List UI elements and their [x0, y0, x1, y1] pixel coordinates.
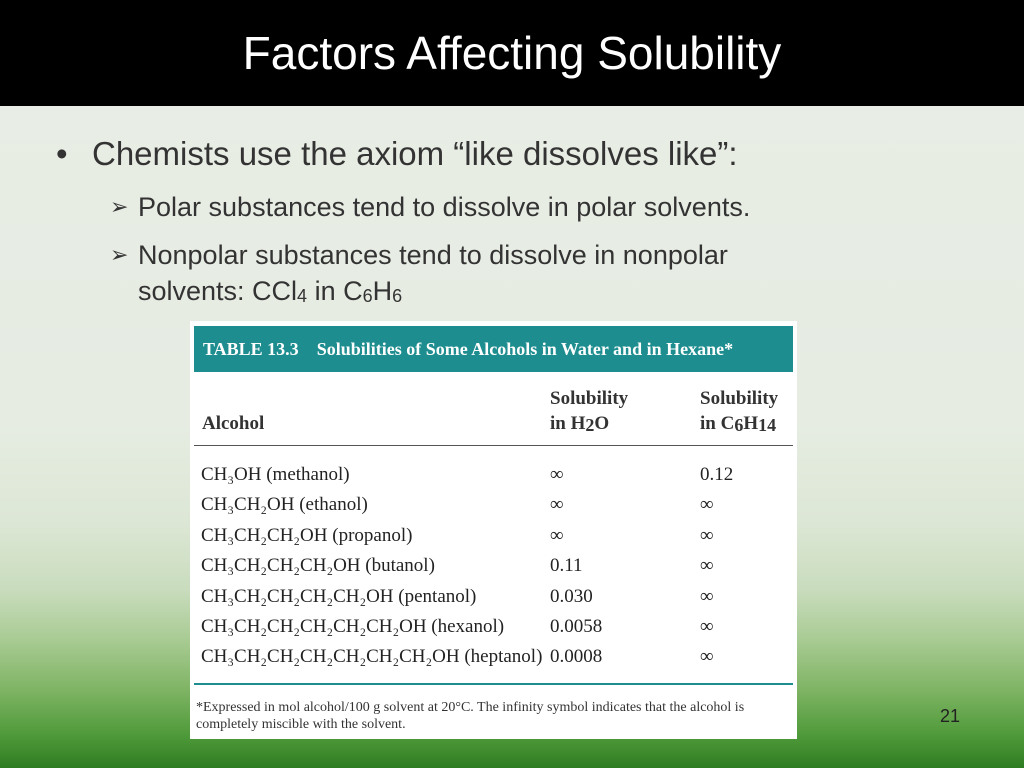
slide-title: Factors Affecting Solubility: [242, 27, 782, 79]
cell-formula: CH₃CH₂CH₂OH (propanol): [201, 525, 413, 546]
arrow-bullet-icon: ➢: [110, 242, 129, 267]
sub-bullet-nonpolar-text: Nonpolar substances tend to dissolve in nonpolar: [138, 240, 728, 270]
cell-hexane: ∞: [700, 616, 714, 637]
cell-formula: CH₃CH₂CH₂CH₂CH₂OH (pentanol): [201, 586, 477, 607]
cell-hexane: ∞: [700, 494, 714, 515]
table-row: [190, 616, 797, 646]
sub-bullet-nonpolar: [110, 238, 910, 311]
table-row: [190, 494, 797, 524]
table-footnote: *Expressed in mol alcohol/100 g solvent at 20°C. The infinity symbol indicates that the alcohol is completely miscible with the solvent.: [196, 700, 745, 732]
table-row: [190, 464, 797, 494]
cell-hexane: ∞: [700, 586, 714, 607]
table-row: [190, 646, 797, 676]
solubility-table-image: [190, 321, 797, 739]
column-header-h2o: Solubility in $H_2O$: [550, 388, 629, 435]
arrow-bullet-icon: ➢: [110, 194, 129, 219]
cell-formula: CH₃CH₂CH₂CH₂CH₂CH₂CH₂OH (heptanol): [201, 646, 543, 667]
main-bullet: [56, 135, 738, 173]
cell-hexane: 0.12: [700, 464, 734, 485]
column-header-alcohol: Alcohol: [202, 413, 265, 434]
sub-bullet-nonpolar-line2: solvents: CCl$_4$ in $C_6H_6$: [138, 276, 403, 306]
sub-bullet-polar-text: Polar substances tend to dissolve in polar solvents.: [138, 192, 751, 222]
cell-hexane: ∞: [700, 555, 714, 576]
cell-h2o: ∞: [550, 494, 564, 515]
cell-formula: CH₃CH₂CH₂CH₂OH (butanol): [201, 555, 435, 576]
table-row: [190, 555, 797, 585]
cell-h2o: 0.0008: [550, 646, 603, 667]
table-label: TABLE 13.3: [203, 338, 299, 359]
cell-hexane: ∞: [700, 525, 714, 546]
cell-hexane: ∞: [700, 646, 714, 667]
table-row: [190, 525, 797, 555]
cell-h2o: 0.11: [550, 555, 583, 576]
table-caption: Solubilities of Some Alcohols in Water and in Hexane*: [316, 338, 734, 359]
cell-h2o: ∞: [550, 525, 564, 546]
main-bullet-text: Chemists use the axiom “like dissolves like”:: [92, 135, 738, 172]
cell-formula: CH₃OH (methanol): [201, 464, 350, 485]
cell-formula: CH₃CH₂CH₂CH₂CH₂CH₂OH (hexanol): [201, 616, 505, 637]
cell-h2o: 0.0058: [550, 616, 603, 637]
cell-h2o: ∞: [550, 464, 564, 485]
table-bottom-rule: [194, 683, 793, 685]
bullet-marker: •: [56, 135, 68, 172]
table-row: [190, 586, 797, 616]
header-divider: [194, 445, 793, 446]
cell-formula: CH₃CH₂OH (ethanol): [201, 494, 368, 515]
sub-bullet-polar: [110, 190, 750, 226]
cell-h2o: 0.030: [550, 586, 593, 607]
table-caption-bar: [194, 326, 793, 372]
page-number: 21: [940, 706, 961, 726]
column-header-hexane: Solubility in $C_6H_{14}$: [700, 388, 779, 435]
